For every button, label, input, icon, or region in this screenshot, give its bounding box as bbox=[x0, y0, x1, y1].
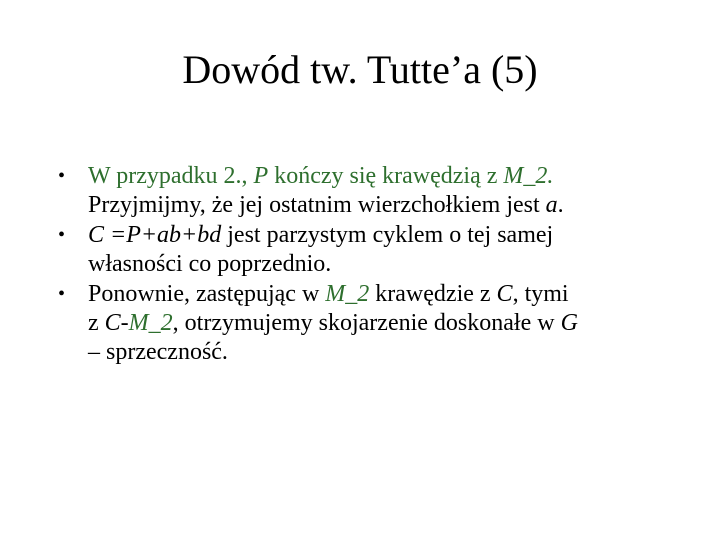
bullet-line bbox=[88, 162, 698, 191]
text-run: krawędzie z bbox=[369, 281, 497, 307]
bullet-list bbox=[58, 162, 698, 368]
text-run: . bbox=[557, 192, 564, 218]
text-run-italic: M_2 bbox=[325, 281, 370, 307]
text-run: jest parzystym cyklem o tej samej bbox=[221, 222, 554, 248]
bullet-line bbox=[88, 309, 698, 338]
text-run: , tymi bbox=[512, 281, 569, 307]
text-run: z bbox=[88, 310, 105, 336]
text-run: - bbox=[120, 310, 129, 336]
slide-title: Dowód tw. Tutte’a (5) bbox=[182, 47, 538, 92]
text-run: kończy się krawędzią z bbox=[268, 163, 504, 189]
text-run-italic: M_2 bbox=[128, 310, 173, 336]
bullet-dot-icon: • bbox=[58, 165, 66, 187]
bullet-item bbox=[58, 162, 698, 220]
text-run: , otrzymujemy skojarzenie doskonałe w bbox=[172, 310, 561, 336]
text-run: – sprzeczność. bbox=[88, 339, 228, 365]
bullet-line bbox=[88, 338, 698, 367]
bullet-line bbox=[88, 250, 698, 279]
bullet-dot-icon: • bbox=[58, 283, 66, 305]
text-run-italic: P bbox=[247, 163, 269, 189]
text-run: W przypadku 2., bbox=[88, 163, 248, 189]
bullet-dot-icon: • bbox=[58, 224, 66, 246]
text-run-italic: C =P+ab+bd bbox=[88, 222, 222, 248]
bullet-line bbox=[88, 191, 698, 220]
text-run-italic: G bbox=[560, 310, 578, 336]
text-run: własności co poprzednio. bbox=[88, 251, 332, 277]
text-run: Ponownie, zastępując w bbox=[88, 281, 326, 307]
text-run: Przyjmijmy, że jej ostatnim wierzchołkiem jest bbox=[88, 192, 546, 218]
text-run-italic: C bbox=[496, 281, 513, 307]
bullet-line bbox=[88, 221, 698, 250]
bullet-item bbox=[58, 221, 698, 279]
text-run-italic: a bbox=[545, 192, 558, 218]
bullet-item bbox=[58, 280, 698, 367]
text-run-italic: C bbox=[104, 310, 121, 336]
text-run-italic: M_2. bbox=[503, 163, 554, 189]
bullet-line bbox=[88, 280, 698, 309]
